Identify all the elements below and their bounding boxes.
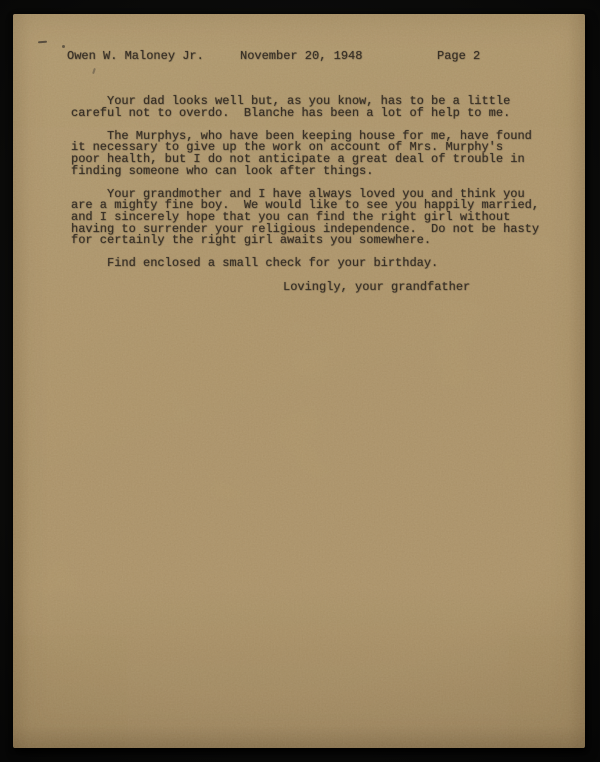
letter-line: having to surrender your religious independence. Do not be hasty [71,221,540,236]
letter-line: The Murphys, who have been keeping house for me, have found [71,128,532,143]
letter-line: for certainly the right girl awaits you somewhere. [71,233,432,248]
signature-line: Lovingly, your grandfather [283,279,471,294]
letter-page [13,14,585,748]
paragraph-check [71,258,561,270]
paragraph-dad [71,96,561,119]
letter-header [13,50,585,64]
letter-line: and I sincerely hope that you can find the right girl without [71,209,511,224]
pencil-mark-tick [92,68,96,74]
letter-line: poor health, but I do not anticipate a great deal of trouble in [71,151,525,166]
letter-body [71,96,561,293]
letter-date: November 20, 1948 [240,49,363,63]
addressee-name: Owen W. Maloney Jr. [67,49,204,63]
paragraph-grandmother [71,186,561,248]
letter-line: Your grandmother and I have always loved you and think you [71,186,525,201]
letter-line: it necessary to give up the work on account of Mrs. Murphy's [71,140,504,155]
pencil-mark-dot [62,45,65,48]
page-number: Page 2 [437,49,481,63]
pencil-mark-dash [38,41,47,44]
paragraph-murphys [71,128,561,178]
letter-line: are a mighty fine boy. We would like to see you happily married, [71,198,540,213]
letter-line: Find enclosed a small check for your birthday. [71,256,439,271]
letter-line: careful not to overdo. Blanche has been a lot of help to me. [71,105,511,120]
letter-line: finding someone who can look after things. [71,163,374,178]
letter-line: Your dad looks well but, as you know, has to be a little [71,94,511,108]
